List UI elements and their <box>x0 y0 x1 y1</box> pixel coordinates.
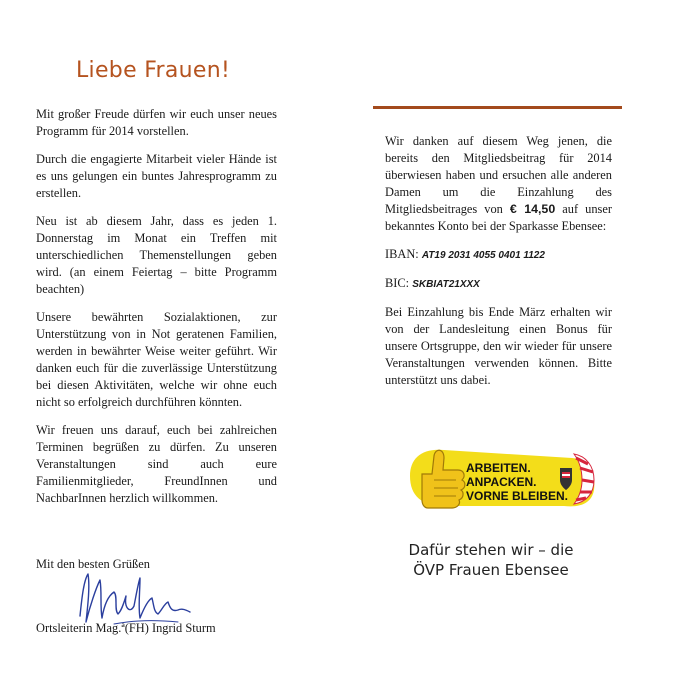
membership-amount: € 14,50 <box>509 202 556 216</box>
paragraph-bonus: Bei Einzahlung bis Ende März erhalten wir von der Landesleitung einen Bonus für unsere Ortsgruppe, den wir wieder für unsere Veranstaltungen verwenden können. Bitte unterstützt uns dabei. <box>385 305 612 387</box>
paragraph-social-actions: Unsere bewährten Sozialaktionen, zur Unterstützung von in Not geratenen Familien, werden in bewährter Weise weiter geführt. Wir danken euch für die zuverlässige Unterstützung bei diesen Aktivitäten, welche wir ohne euch nicht so erfolgreich durchführen könnten. <box>36 310 277 409</box>
bic-line <box>385 275 612 293</box>
paragraph-invitation: Wir freuen uns darauf, euch bei zahlreichen Terminen begrüßen zu dürfen. Zu unseren Veranstaltungen sind auch eure Familienmitglieder, FreundInnen und NachbarInnen herzlich willkommen. <box>36 423 277 505</box>
bic-value: SKBIAT21XXX <box>412 279 480 290</box>
left-column <box>36 106 277 518</box>
right-column <box>385 133 612 400</box>
closing-greeting: Mit den besten Grüßen <box>36 557 150 571</box>
iban-label: IBAN: <box>385 247 419 261</box>
paragraph-membership <box>385 133 612 235</box>
bic-label: BIC: <box>385 276 410 290</box>
paragraph-intro: Mit großer Freude dürfen wir euch unser neues Programm für 2014 vorstellen. <box>36 107 277 138</box>
iban-line <box>385 246 612 264</box>
banner-line-2: ANPACKEN. <box>466 475 537 489</box>
signoff-name: Ortsleiterin Mag.ª(FH) Ingrid Sturm <box>36 621 216 635</box>
slogan-line-2: ÖVP Frauen Ebensee <box>413 561 569 579</box>
paragraph-program: Durch die engagierte Mitarbeit vieler Hände ist es uns gelungen ein buntes Jahresprogramm zu erstellen. <box>36 152 277 200</box>
banner-line-3: VORNE BLEIBEN. <box>466 489 569 503</box>
slogan-line-1: Dafür stehen wir – die <box>408 541 574 559</box>
divider-rule <box>373 106 622 109</box>
slogan <box>375 540 607 580</box>
banner-line-1: ARBEITEN. <box>466 461 531 475</box>
membership-text-end: auf unser bekanntes Konto bei der Sparkasse Ebensee: <box>385 202 612 233</box>
page-title: Liebe Frauen! <box>76 58 231 83</box>
paragraph-meetings: Neu ist ab diesem Jahr, dass es jeden 1. Donnerstag im Monat ein Treffen mit unterschiedlichen Themenstellungen geben wird. (an einem Feiertag – bitte Programm beachten) <box>36 214 277 296</box>
membership-text: Wir danken auf diesem Weg jenen, die bereits den Mitgliedsbeitrag für 2014 überwiesen haben und ersuchen alle anderen Damen um die Einzahlung des Mitgliedsbeitrages von <box>385 134 612 216</box>
iban-value: AT19 2031 4055 0401 1122 <box>421 250 545 261</box>
campaign-banner-logo <box>404 440 600 516</box>
